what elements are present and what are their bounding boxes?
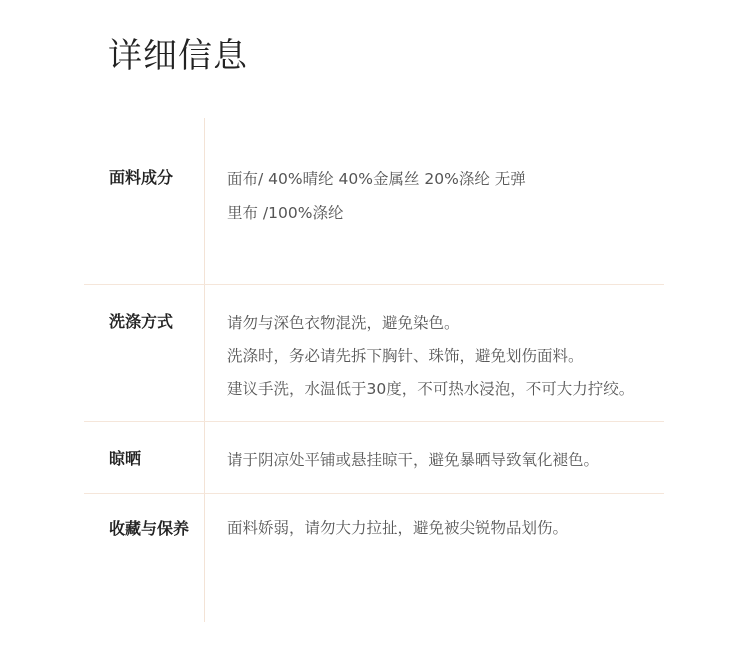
row-label-drying: 晾晒	[109, 449, 142, 468]
row-divider	[84, 421, 664, 422]
row-value-washing-line-1: 请勿与深色衣物混洗，避免染色。	[227, 314, 460, 332]
row-divider	[84, 284, 664, 285]
page-title: 详细信息	[108, 36, 248, 76]
row-value-washing-line-3: 建议手洗，水温低于30度，不可热水浸泡，不可大力拧绞。	[227, 380, 635, 398]
row-divider	[84, 493, 664, 494]
column-divider	[204, 118, 205, 622]
row-value-washing-line-2: 洗涤时，务必请先拆下胸针、珠饰，避免划伤面料。	[227, 347, 584, 365]
row-label-fabric: 面料成分	[109, 168, 174, 187]
row-label-washing: 洗涤方式	[109, 312, 174, 331]
row-value-storage-line-1: 面料娇弱，请勿大力拉扯，避免被尖锐物品划伤。	[227, 519, 569, 537]
row-value-fabric-line-2: 里布 /100%涤纶	[227, 204, 344, 222]
row-label-storage: 收藏与保养	[109, 519, 190, 538]
row-value-drying-line-1: 请于阴凉处平铺或悬挂晾干，避免暴晒导致氧化褪色。	[227, 451, 600, 469]
row-value-fabric-line-1: 面布/ 40%晴纶 40%金属丝 20%涤纶 无弹	[227, 170, 526, 188]
